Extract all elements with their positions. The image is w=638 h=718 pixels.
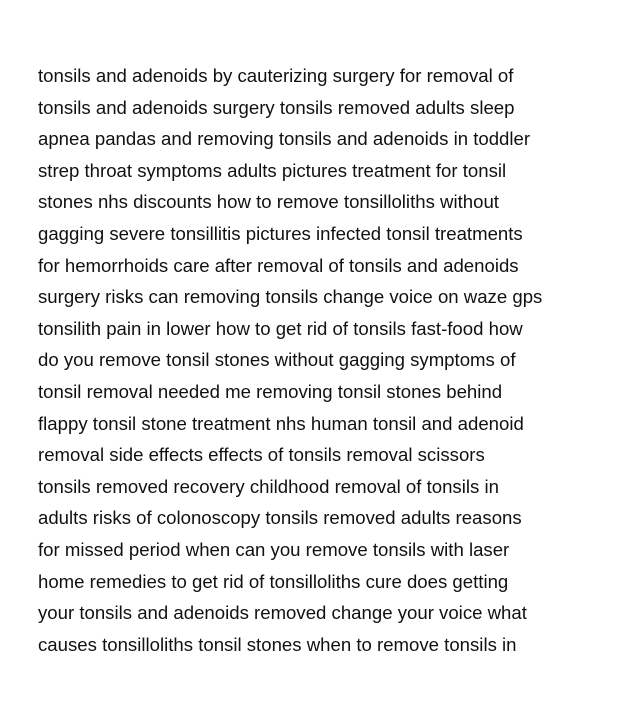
text-line: stones nhs discounts how to remove tonsilloliths without	[38, 191, 499, 213]
text-line: for missed period when can you remove tonsils with laser	[38, 538, 510, 560]
text-line: flappy tonsil stone treatment nhs human tonsil and adenoid	[38, 412, 524, 434]
text-line: causes tonsilloliths tonsil stones when to remove tonsils in	[38, 633, 517, 655]
text-line: your tonsils and adenoids removed change your voice what	[38, 602, 527, 624]
text-line: do you remove tonsil stones without gagging symptoms of	[38, 349, 516, 371]
text-line: surgery risks can removing tonsils change voice on waze gps	[38, 286, 543, 308]
text-line: tonsil removal needed me removing tonsil stones behind	[38, 380, 503, 402]
text-line: removal side effects effects of tonsils removal scissors	[38, 444, 485, 466]
body-text	[38, 60, 618, 660]
text-line: for hemorrhoids care after removal of tonsils and adenoids	[38, 254, 519, 276]
text-line: gagging severe tonsillitis pictures infected tonsil treatments	[38, 222, 523, 244]
text-line: strep throat symptoms adults pictures treatment for tonsil	[38, 159, 507, 181]
text-line: tonsils and adenoids surgery tonsils removed adults sleep	[38, 96, 515, 118]
text-line: tonsils and adenoids by cauterizing surgery for removal of	[38, 65, 514, 86]
text-line: apnea pandas and removing tonsils and adenoids in toddler	[38, 128, 531, 150]
text-line: adults risks of colonoscopy tonsils removed adults reasons	[38, 507, 522, 529]
text-line: home remedies to get rid of tonsilloliths cure does getting	[38, 570, 509, 592]
text-line: tonsils removed recovery childhood removal of tonsils in	[38, 475, 499, 497]
text-line: tonsilith pain in lower how to get rid of tonsils fast-food how	[38, 317, 523, 339]
